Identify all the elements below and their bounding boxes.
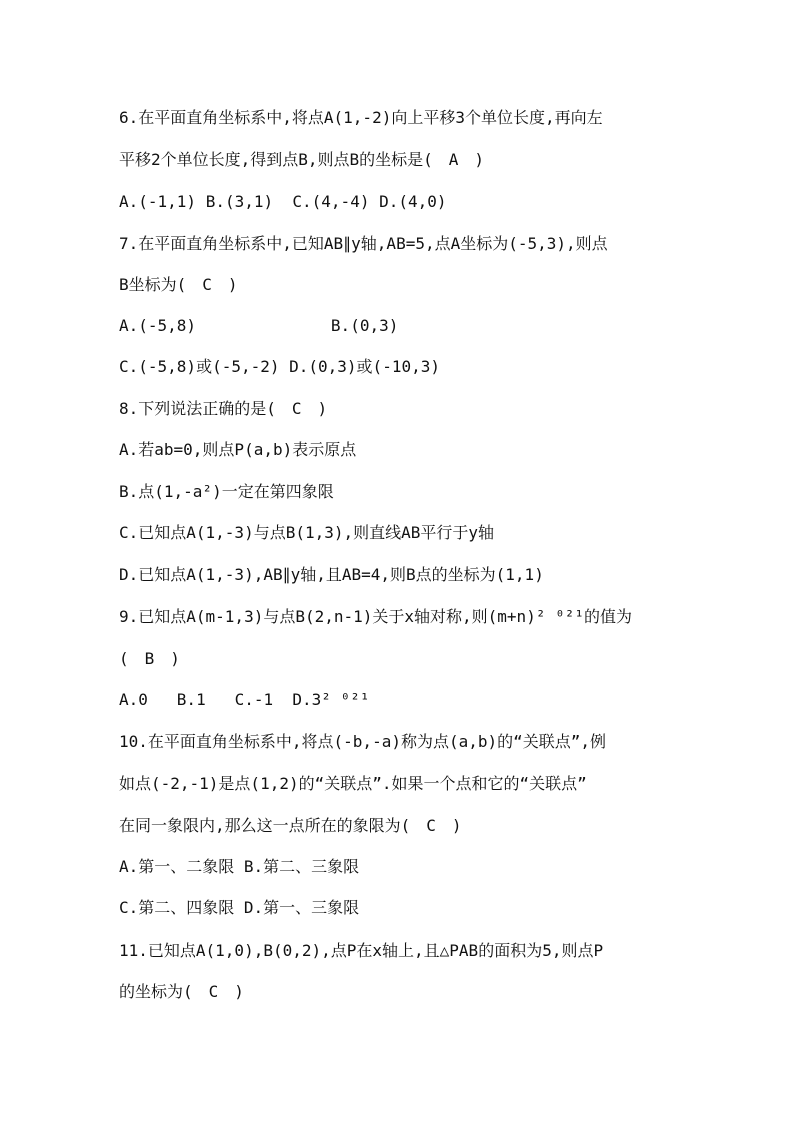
q10-options-cd: C.第二、四象限 D.第一、三象限 xyxy=(119,898,360,917)
q10-stem-line1: 10.在平面直角坐标系中,将点(-b,-a)称为点(a,b)的“关联点”,例 xyxy=(119,732,607,751)
q7-stem-line1: 7.在平面直角坐标系中,已知AB∥y轴,AB=5,点A坐标为(-5,3),则点 xyxy=(119,234,608,253)
q10-options-ab: A.第一、二象限 B.第二、三象限 xyxy=(119,857,360,876)
q6-stem-line2: 平移2个单位长度,得到点B,则点B的坐标是( A ) xyxy=(119,150,485,169)
q8-option-b: B.点(1,-a²)一定在第四象限 xyxy=(119,482,334,501)
q8-option-c: C.已知点A(1,-3)与点B(1,3),则直线AB平行于y轴 xyxy=(119,523,495,542)
q9-stem-line1: 9.已知点A(m-1,3)与点B(2,n-1)关于x轴对称,则(m+n)² ⁰²¹的值为 xyxy=(119,607,632,626)
q8-stem: 8.下列说法正确的是( C ) xyxy=(119,399,328,418)
q6-stem-line1: 6.在平面直角坐标系中,将点A(1,-2)向上平移3个单位长度,再向左 xyxy=(119,108,603,127)
q8-option-d: D.已知点A(1,-3),AB∥y轴,且AB=4,则B点的坐标为(1,1) xyxy=(119,565,544,584)
q8-option-a: A.若ab=0,则点P(a,b)表示原点 xyxy=(119,440,357,459)
q7-options-ab: A.(-5,8) B.(0,3) xyxy=(119,316,399,335)
q9-stem-line2: ( B ) xyxy=(119,649,180,668)
q11-stem-line1: 11.已知点A(1,0),B(0,2),点P在x轴上,且△PAB的面积为5,则点P xyxy=(119,941,604,960)
q9-options: A.0 B.1 C.-1 D.3² ⁰²¹ xyxy=(119,690,370,709)
q11-stem-line2: 的坐标为( C ) xyxy=(119,982,244,1001)
q10-stem-line2: 如点(-2,-1)是点(1,2)的“关联点”.如果一个点和它的“关联点” xyxy=(119,774,587,793)
q10-stem-line3: 在同一象限内,那么这一点所在的象限为( C ) xyxy=(119,816,462,835)
q6-options: A.(-1,1) B.(3,1) C.(4,-4) D.(4,0) xyxy=(119,192,447,211)
q7-options-cd: C.(-5,8)或(-5,-2) D.(0,3)或(-10,3) xyxy=(119,357,440,376)
q7-stem-line2: B坐标为( C ) xyxy=(119,275,238,294)
